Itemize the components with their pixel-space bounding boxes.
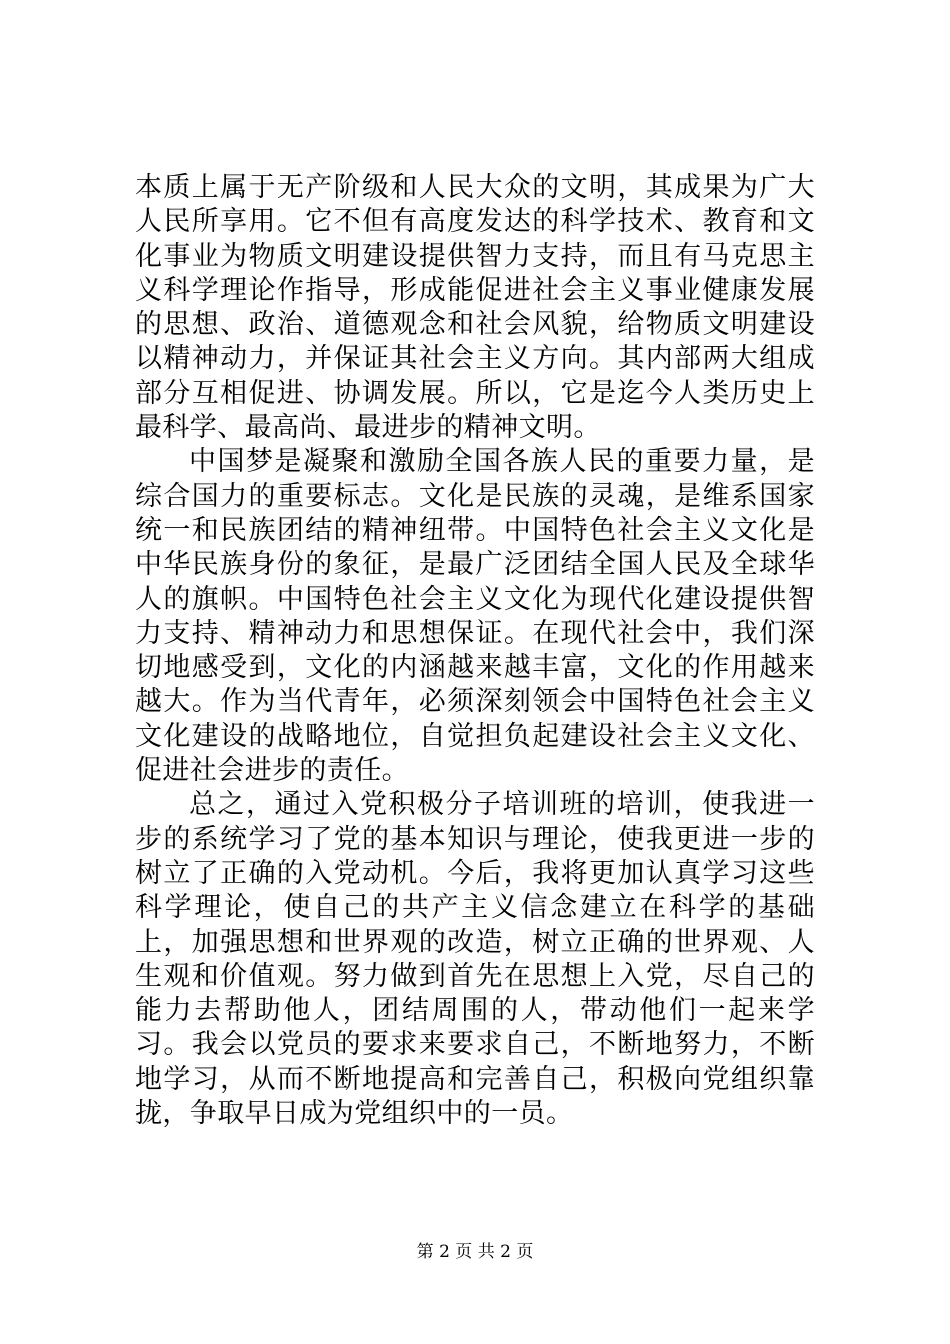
paragraph-2: 中国梦是凝聚和激励全国各族人民的重要力量，是综合国力的重要标志。文化是民族的灵魂，是维系国家统一和民族团结的精神纽带。中国特色社会主义文化是中华民族身份的象征，是最广泛团结全国人民及全球华人的旗帜。中国特色社会主义文化为现代化建设提供智力支持、精神动力和思想保证。在现代社会中，我们深切地感受到，文化的内涵越来越丰富，文化的作用越来越大。作为当代青年，必须深刻领会中国特色社会主义文化建设的战略地位，自觉担负起建设社会主义文化、促进社会进步的责任。 bbox=[135, 446, 815, 787]
paragraph-1: 本质上属于无产阶级和人民大众的文明，其成果为广大人民所享用。它不但有高度发达的科学技术、教育和文化事业为物质文明建设提供智力支持，而且有马克思主义科学理论作指导，形成能促进社会主义事业健康发展的思想、政治、道德观念和社会风貌，给物质文明建设以精神动力，并保证其社会主义方向。其内部两大组成部分互相促进、协调发展。所以，它是迄今人类历史上最科学、最高尚、最进步的精神文明。 bbox=[135, 172, 815, 444]
document-body bbox=[135, 171, 815, 1131]
page-number-label: 第 2 页 共 2 页 bbox=[416, 1242, 534, 1262]
paragraph-3: 总之，通过入党积极分子培训班的培训，使我进一步的系统学习了党的基本知识与理论，使我更进一步的树立了正确的入党动机。今后，我将更加认真学习这些科学理论，使自己的共产主义信念建立在科学的基础上，加强思想和世界观的改造，树立正确的世界观、人生观和价值观。努力做到首先在思想上入党，尽自己的能力去帮助他人，团结周围的人，带动他们一起来学习。我会以党员的要求来要求自己，不断地努力，不断地学习，从而不断地提高和完善自己，积极向党组织靠拢，争取早日成为党组织中的一员。 bbox=[135, 789, 815, 1130]
page-footer bbox=[0, 1241, 950, 1263]
